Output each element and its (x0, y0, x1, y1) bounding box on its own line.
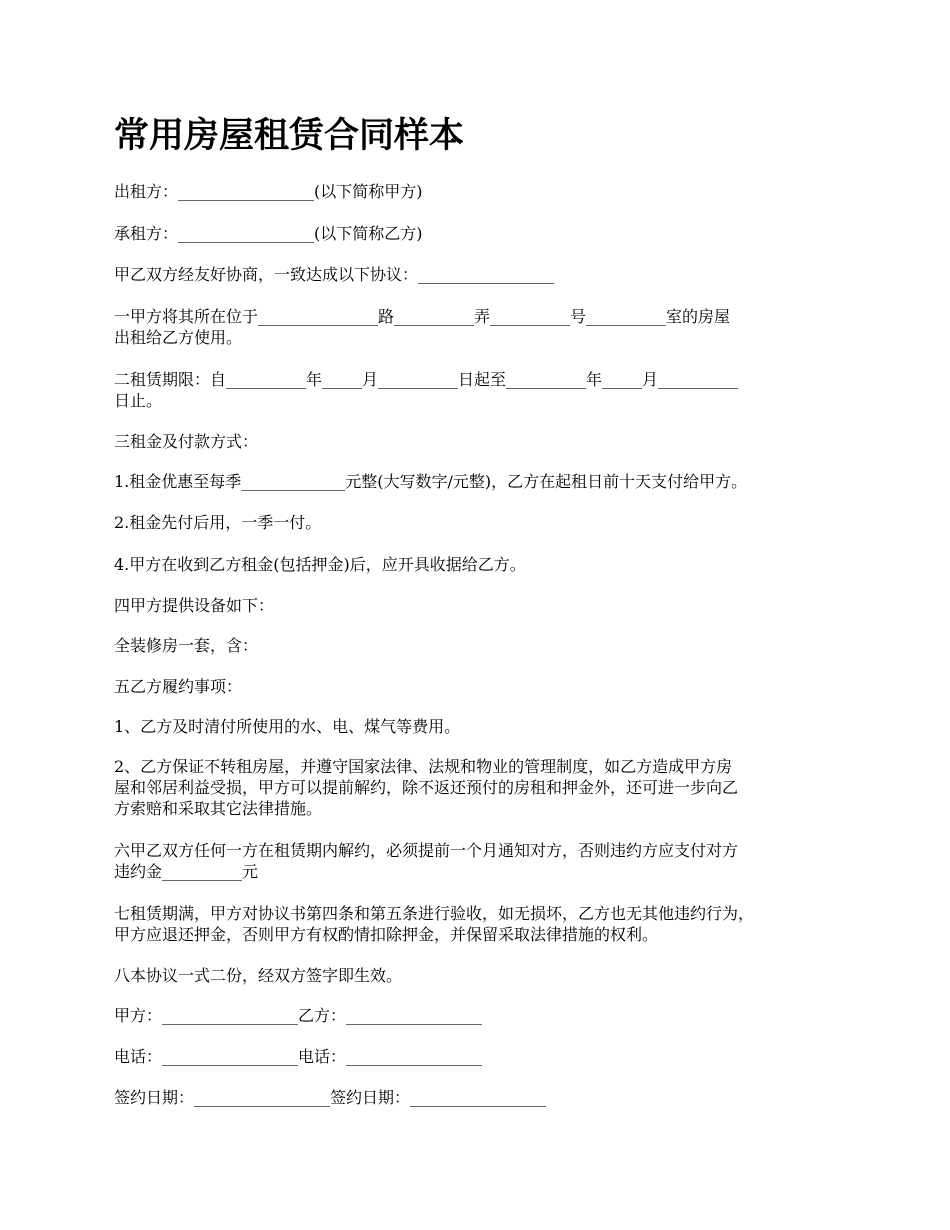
clause-4-heading: 四甲方提供设备如下： (114, 596, 275, 615)
clause-2-term: 二租赁期限：自__________年_____月__________日起至__________年_____月__________ 日止。 (114, 370, 739, 410)
lessee-line: 承租方：_________________(以下简称乙方) (114, 224, 423, 243)
document-title: 常用房屋租赁合同样本 (114, 116, 465, 156)
clause-3-item-2: 2.租金先付后用，一季一付。 (114, 513, 322, 532)
clause-5-item-2: 2、乙方保证不转租房屋，并遵守国家法律、法规和物业的管理制度，如乙方造成甲方房 屋和邻居利益受损，甲方可以提前解约，除不返还预付的房租和押金外，还可进一步向乙 方索赔和采取其它法律措施。 (114, 757, 739, 818)
signature-phones: 电话：_________________电话：_________________ (114, 1047, 483, 1066)
clause-3-item-4: 4.甲方在收到乙方租金(包括押金)后，应开具收据给乙方。 (114, 555, 526, 574)
clause-4-item: 全装修房一套，含： (114, 636, 259, 655)
clause-5-item-1: 1、乙方及时清付所使用的水、电、煤气等费用。 (114, 717, 461, 736)
clause-6-termination: 六甲乙双方任何一方在租赁期内解约，必须提前一个月通知对方，否则违约方应支付对方 违约金__________元 (114, 841, 739, 881)
clause-8-effect: 八本协议一式二份，经双方签字即生效。 (114, 966, 403, 985)
agreement-intro: 甲乙双方经友好协商，一致达成以下协议：_________________ (114, 265, 555, 284)
clause-3-heading: 三租金及付款方式： (114, 432, 259, 451)
clause-7-expiry: 七租赁期满，甲方对协议书第四条和第五条进行验收，如无损坏，乙方也无其他违约行为， 甲方应退还押金，否则甲方有权酌情扣除押金，并保留采取法律措施的权利。 (114, 904, 755, 944)
clause-3-item-1: 1.租金优惠至每季_____________元整(大写数字/元整)，乙方在起租日前十天支付给甲方。 (114, 472, 748, 491)
signature-parties: 甲方：_________________乙方：_________________ (114, 1006, 483, 1025)
clause-5-heading: 五乙方履约事项： (114, 677, 243, 696)
lessor-line: 出租方：_________________(以下简称甲方) (114, 182, 423, 201)
signature-dates: 签约日期：_________________签约日期：_________________ (114, 1088, 547, 1107)
clause-1-property: 一甲方将其所在位于_______________路__________弄__________号__________室的房屋 出租给乙方使用。 (114, 307, 731, 347)
